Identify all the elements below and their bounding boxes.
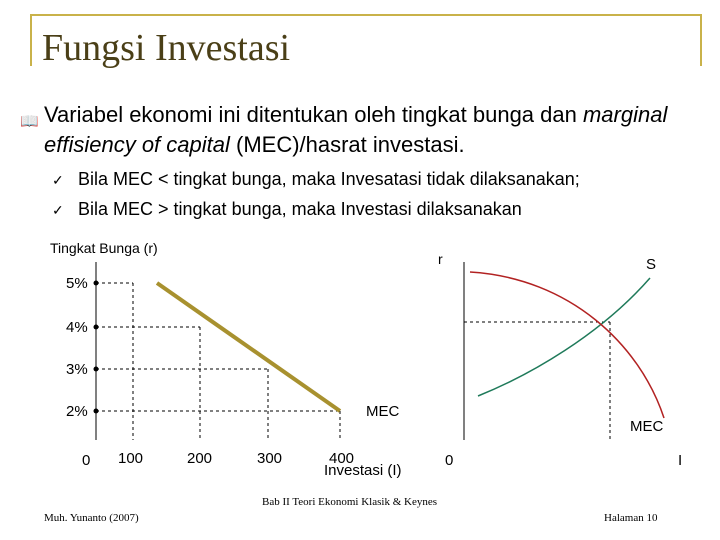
mec-label-left: MEC	[366, 403, 400, 420]
footer-author: Muh. Yunanto (2007)	[44, 512, 139, 524]
checkmark-icon: ✓	[52, 172, 64, 188]
right-y-axis-label: r	[438, 251, 443, 267]
checkmark-icon: ✓	[52, 202, 64, 218]
left-y-axis-label: Tingkat Bunga (r)	[50, 240, 158, 256]
tick-dot-5	[94, 281, 99, 286]
tick-dot-3	[94, 367, 99, 372]
main-text-part1: Variabel ekonomi ini ditentukan oleh tingkat bunga dan	[44, 102, 577, 127]
ytick-5: 5%	[66, 275, 88, 292]
ytick-3: 3%	[66, 361, 88, 378]
right-x-axis-label: I	[678, 452, 683, 469]
right-chart	[464, 262, 664, 440]
footer-page: Halaman 10	[604, 512, 658, 524]
sub-item-2-text: Bila MEC > tingkat bunga, maka Investasi dilaksanakan	[78, 199, 522, 219]
left-x-axis-label: Investasi (I)	[324, 462, 402, 479]
footer-chapter: Bab II Teori Ekonomi Klasik & Keynes	[262, 496, 437, 508]
sub-item-1-text: Bila MEC < tingkat bunga, maka Invesatasi tidak dilaksanakan;	[78, 169, 580, 189]
xtick-400: 400	[329, 450, 355, 467]
xtick-0: 0	[82, 452, 91, 469]
slide-title: Fungsi Investasi	[42, 27, 291, 69]
main-text-italic: marginal effisiency of capital	[44, 102, 668, 157]
tick-dot-4	[94, 325, 99, 330]
ytick-4: 4%	[66, 319, 88, 336]
bullet-icon: 📖	[20, 113, 39, 130]
xtick-200: 200	[187, 450, 213, 467]
tick-dot-2	[94, 409, 99, 414]
mec-label-right: MEC	[630, 418, 664, 435]
xtick-100: 100	[118, 450, 144, 467]
left-chart	[94, 262, 341, 440]
saving-curve	[478, 278, 650, 396]
right-origin-label: 0	[445, 452, 454, 469]
saving-curve-label: S	[646, 256, 657, 273]
main-text-part2: (MEC)/hasrat investasi.	[229, 132, 465, 157]
mec-curve-line	[157, 283, 340, 411]
xtick-300: 300	[257, 450, 283, 467]
ytick-2: 2%	[66, 403, 88, 420]
